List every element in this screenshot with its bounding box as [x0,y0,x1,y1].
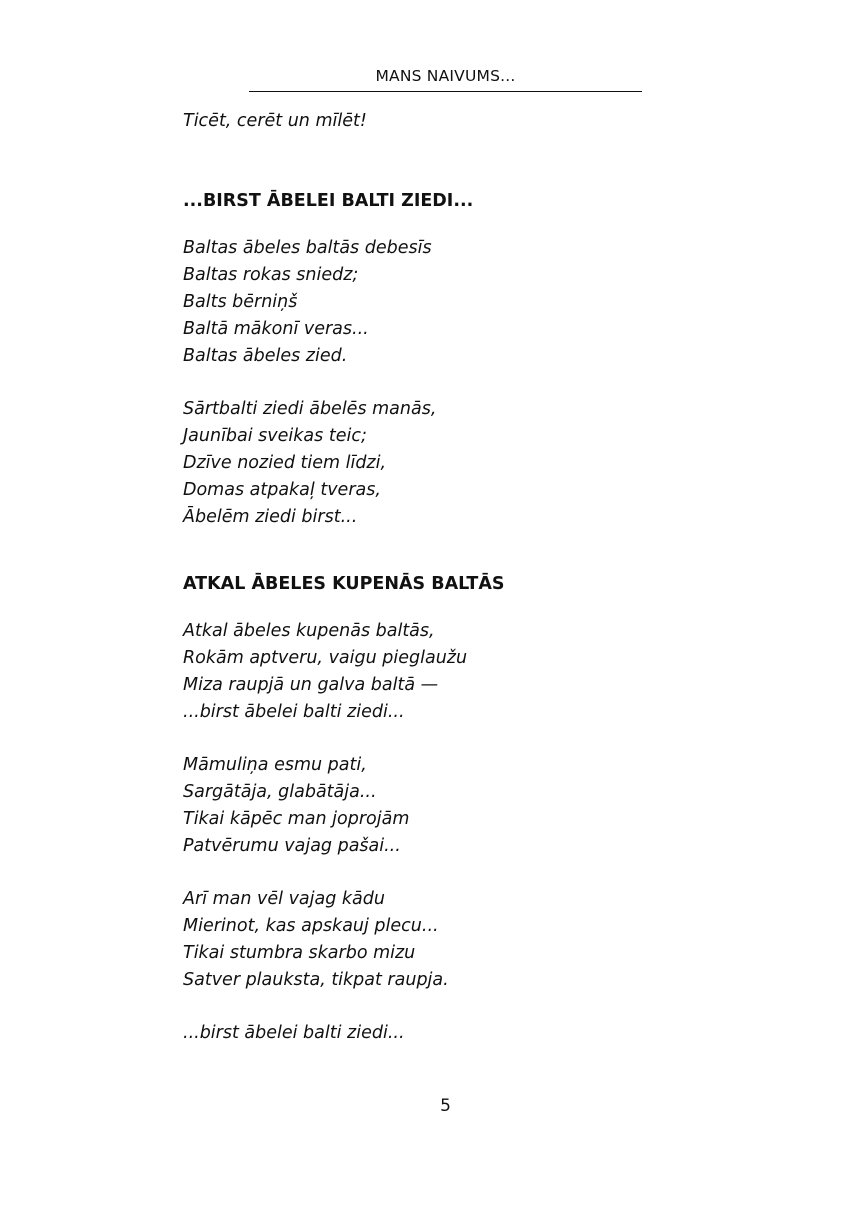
stanza [183,886,703,994]
poem-line: Sargātāja, glabātāja... [183,782,377,802]
page-content [183,108,703,1047]
poem-line: Sārtbalti ziedi ābelēs manās, [183,399,437,419]
poem-line: Tikai kāpēc man joprojām [183,809,410,829]
stanza [183,618,703,726]
poem-line: Baltas ābeles baltās debesīs [183,238,432,258]
poem-line: ...birst ābelei balti ziedi... [183,702,405,722]
poem-line: Mierinot, kas apskauj plecu... [183,916,439,936]
poem-line: Atkal ābeles kupenās baltās, [183,621,435,641]
poem-line: Dzīve nozied tiem līdzi, [183,453,387,473]
poem-line: Balts bērniņš [183,292,298,312]
closing-line-previous-poem: Ticēt, cerēt un mīlēt! [183,111,367,131]
poem-line: Ābelēm ziedi birst... [183,507,358,527]
poem-title: ATKAL ĀBELES KUPENĀS BALTĀS [183,574,505,594]
poem-line: Domas atpakaļ tveras, [183,480,381,500]
poem-line: Tikai stumbra skarbo mizu [183,943,416,963]
poem-line: Jaunībai sveikas teic; [183,426,367,446]
poem-line: Rokām aptveru, vaigu pieglaužu [183,648,468,668]
poem-line: ...birst ābelei balti ziedi... [183,1023,405,1043]
poem-line: Baltas ābeles zied. [183,346,348,366]
poem-line: Baltā mākonī veras... [183,319,369,339]
poem-line: Arī man vēl vajag kādu [183,889,385,909]
poem-line: Satver plauksta, tikpat raupja. [183,970,449,990]
poem-line: Miza raupjā un galva baltā — [183,675,439,695]
stanza [183,1020,703,1047]
stanza [183,752,703,860]
page-number: 5 [440,1096,451,1116]
poem-line: Baltas rokas sniedz; [183,265,359,285]
header-divider [249,91,642,92]
running-header: MANS NAIVUMS... [375,67,516,85]
poem-title: ...BIRST ĀBELEI BALTI ZIEDI... [183,191,474,211]
stanza [183,396,703,531]
stanza [183,235,703,370]
poem-line: Māmuliņa esmu pati, [183,755,367,775]
poem-line: Patvērumu vajag pašai... [183,836,401,856]
